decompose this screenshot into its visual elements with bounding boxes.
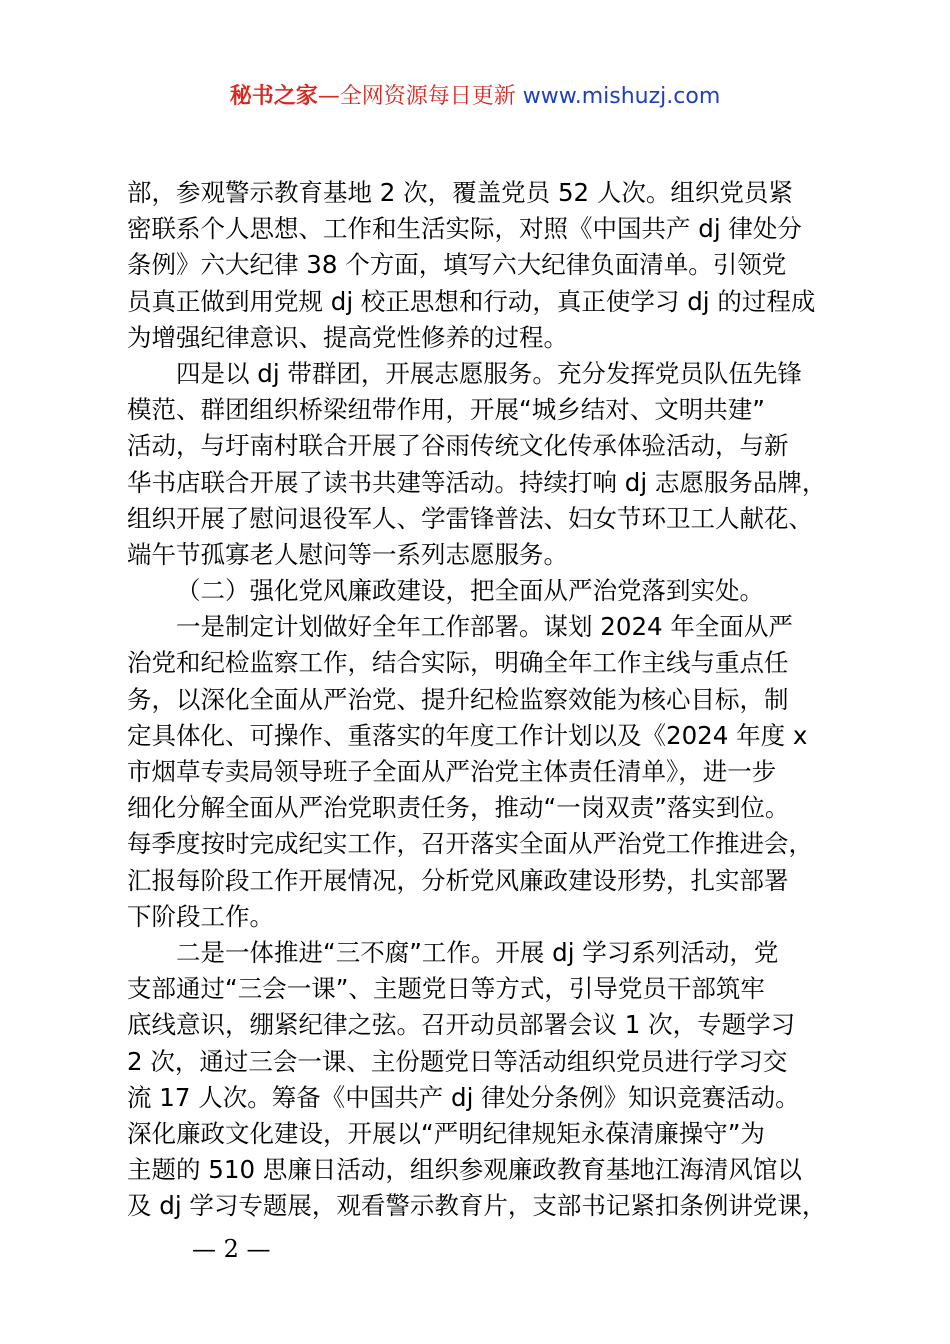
section-heading: （二）强化党风廉政建设，把全面从严治党落到实处。 [176,576,764,606]
text-line: 主题的 510 思廉日活动，组织参观廉政教育基地江海清风馆以 [127,1155,802,1185]
watermark-brand: 秘书之家 [229,84,318,109]
text-line: 市烟草专卖局领导班子全面从严治党主体责任清单》，进一步 [127,757,777,786]
text-line: 员真正做到用党规 dj 校正思想和行动，真正使学习 dj 的过程成 [127,286,816,316]
text-line: 务，以深化全面从严治党、提升纪检监察效能为核心目标，制 [127,684,789,714]
body-text [127,175,859,1224]
watermark-header [0,80,950,114]
text-line: 下阶段工作。 [127,901,274,931]
text-line: 深化廉政文化建设，开展以“严明纪律规矩永葆清廉操守”为 [127,1118,765,1148]
text-line: 流 17 人次。筹备《中国共产 dj 律处分条例》知识竞赛活动。 [127,1082,800,1112]
text-line: 为增强纪律意识、提高党性修养的过程。 [127,322,568,352]
text-line: 条例》六大纪律 38 个方面，填写六大纪律负面清单。引领党 [127,250,787,280]
text-line: 组织开展了慰问退役军人、学雷锋普法、妇女节环卫工人献花、 [127,503,813,533]
text-line: 细化分解全面从严治党职责任务，推动“一岗双责”落实到位。 [127,793,790,823]
text-line: 治党和纪检监察工作，结合实际，明确全年工作主线与重点任 [127,648,789,678]
text-line: 华书店联合开展了读书共建等活动。持续打响 dj 志愿服务品牌， [127,467,827,497]
text-line: 部，参观警示教育基地 2 次，覆盖党员 52 人次。组织党员紧 [127,178,793,207]
paragraph-start-line: 一是制定计划做好全年工作部署。谋划 2024 年全面从严 [176,612,793,642]
text-line: 汇报每阶段工作开展情况，分析党风廉政建设形势，扎实部署 [127,865,789,895]
text-line: 密联系个人思想、工作和生活实际，对照《中国共产 dj 律处分 [127,214,802,244]
text-line: 2 次，通过三会一课、主份题党日等活动组织党员进行学习交 [127,1046,788,1076]
text-line: 支部通过“三会一课”、主题党日等方式，引导党员干部筑牢 [127,974,765,1004]
text-line: 模范、群团组织桥梁纽带作用，开展“城乡结对、文明共建” [127,395,765,425]
paragraph-start-line: 四是以 dj 带群团，开展志愿服务。充分发挥党员队伍先锋 [176,358,802,388]
text-line: 端午节孤寡老人慰问等一系列志愿服务。 [127,539,568,569]
paragraph-start-line: 二是一体推进“三不腐”工作。开展 dj 学习系列活动，党 [176,937,779,967]
text-line: 及 dj 学习专题展，观看警示教育片，支部书记紧扣条例讲党课， [127,1191,827,1221]
text-line: 定具体化、可操作、重落实的年度工作计划以及《2024 年度 x [127,720,808,750]
watermark-url: www.mishuzj.com [522,84,721,109]
text-line: 底线意识，绷紧纪律之弦。召开动员部署会议 1 次，专题学习 [127,1010,796,1040]
text-line: 每季度按时完成纪实工作，召开落实全面从严治党工作推进会， [127,829,813,859]
watermark-tagline: —全网资源每日更新 [317,84,523,109]
text-line: 活动，与圩南村联合开展了谷雨传统文化传承体验活动，与新 [127,431,789,461]
page-number: — 2 — [192,1235,271,1263]
